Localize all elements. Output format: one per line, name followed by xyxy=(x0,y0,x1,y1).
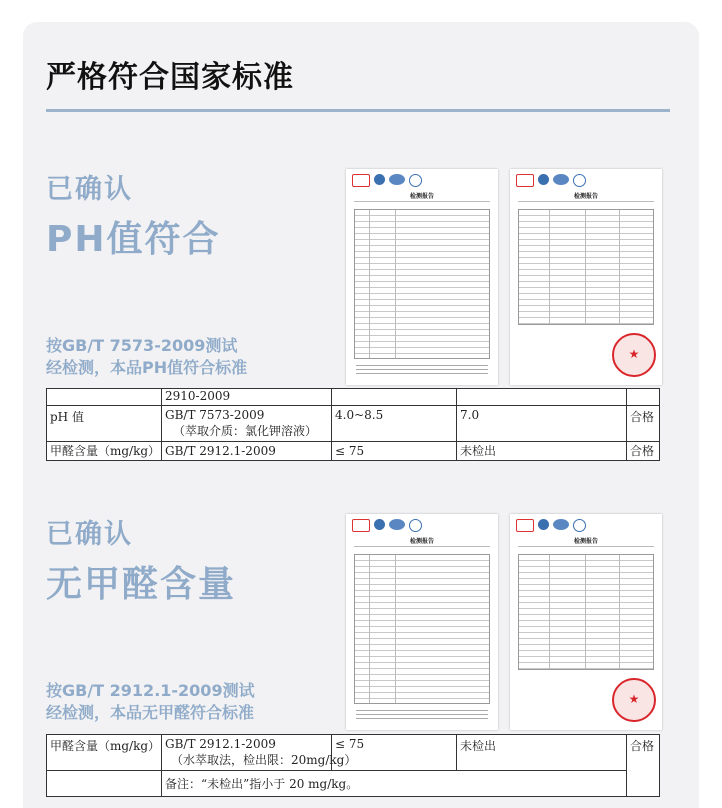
report-table-image xyxy=(354,554,490,704)
certification-logos xyxy=(516,174,586,186)
report-title: 检测报告 xyxy=(573,538,598,545)
page-title: 严格符合国家标准 xyxy=(46,60,294,95)
table-row xyxy=(47,771,660,797)
report-title: 检测报告 xyxy=(573,193,598,200)
table-row xyxy=(47,442,660,461)
title-divider xyxy=(46,109,670,112)
ph-confirmed-label: 已确认 xyxy=(46,174,133,205)
verdict-cell: 合格 xyxy=(627,442,660,461)
report-title: 检测报告 xyxy=(409,538,434,545)
limit-cell: 4.0~8.5 xyxy=(332,406,457,442)
report-table-image xyxy=(354,209,490,359)
method-cell: GB/T 2912.1-2009 xyxy=(162,442,332,461)
formaldehyde-section xyxy=(23,482,699,808)
result-cell: 未检出 xyxy=(457,442,627,461)
limit-cell: ≤ 75 xyxy=(332,442,457,461)
item-cell: 甲醛含量（mg/kg） xyxy=(47,735,162,771)
formaldehyde-headline: 无甲醛含量 xyxy=(46,564,237,605)
report-table-image xyxy=(518,209,654,325)
report-table-image xyxy=(518,554,654,670)
verdict-cell: 合格 xyxy=(627,735,660,797)
formaldehyde-spec-table xyxy=(46,734,660,797)
method-line2: （萃取介质：氯化钾溶液） xyxy=(173,424,318,438)
item-cell: 甲醛含量（mg/kg） xyxy=(47,442,162,461)
report-title: 检测报告 xyxy=(409,193,434,200)
result-cell: 未检出 xyxy=(457,735,627,771)
formaldehyde-report-page-1 xyxy=(346,514,498,730)
ph-desc-line2: 经检测，本品PH值符合标准 xyxy=(46,358,248,377)
formaldehyde-confirmed-label: 已确认 xyxy=(46,519,133,550)
ph-desc-line1: 按GB/T 7573-2009测试 xyxy=(46,336,238,355)
ph-headline: PH值符合 xyxy=(46,219,221,260)
method-cell xyxy=(162,406,332,442)
limit-cell: ≤ 75 xyxy=(332,735,457,771)
formaldehyde-report-page-2 xyxy=(510,514,662,730)
official-seal-icon xyxy=(612,333,656,377)
certification-logos xyxy=(352,174,422,186)
verdict-cell: 合格 xyxy=(627,406,660,442)
table-row xyxy=(47,406,660,442)
certification-logos xyxy=(516,519,586,531)
certification-logos xyxy=(352,519,422,531)
table-row xyxy=(47,735,660,771)
method-line1: GB/T 2912.1-2009 xyxy=(165,737,276,751)
formaldehyde-desc-line1: 按GB/T 2912.1-2009测试 xyxy=(46,681,255,700)
method-line2: （水萃取法，检出限：20mg/kg） xyxy=(171,753,357,767)
result-cell: 7.0 xyxy=(457,406,627,442)
content-card xyxy=(23,22,699,808)
method-cell: 2910-2009 xyxy=(162,389,332,406)
official-seal-icon xyxy=(612,678,656,722)
ph-spec-table xyxy=(46,388,660,461)
formaldehyde-desc-line2: 经检测，本品无甲醛符合标准 xyxy=(46,703,255,722)
ph-report-page-2 xyxy=(510,169,662,385)
method-line1: GB/T 7573-2009 xyxy=(165,408,265,422)
ph-section xyxy=(23,137,699,458)
table-row xyxy=(47,389,660,406)
item-cell: pH 值 xyxy=(47,406,162,442)
note-cell: 备注：“未检出”指小于 20 mg/kg。 xyxy=(162,771,627,797)
ph-report-page-1 xyxy=(346,169,498,385)
